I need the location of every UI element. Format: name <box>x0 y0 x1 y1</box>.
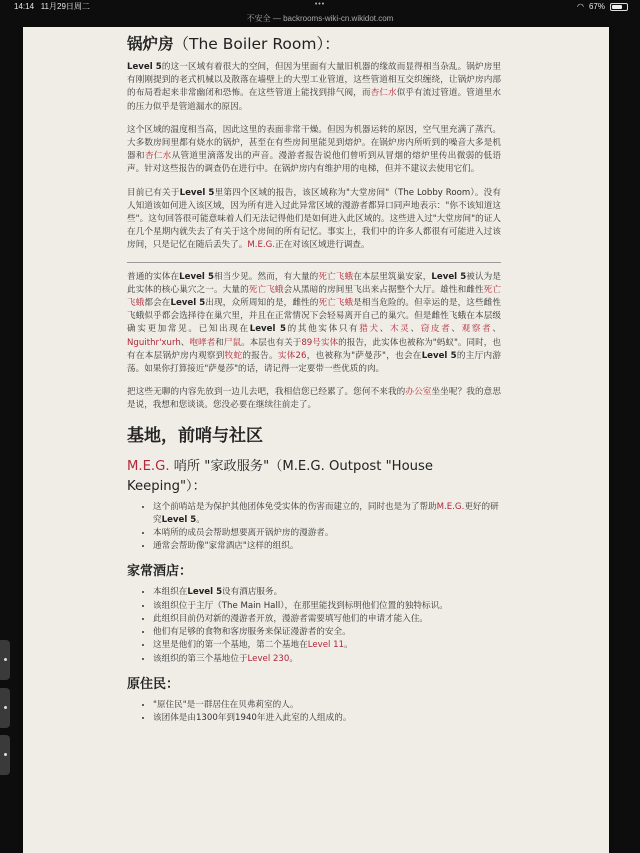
text: 似乎有流过管道。管道里水的压力似乎是管道漏水的原因。 <box>127 88 501 112</box>
lobby-room-paragraph <box>127 187 501 253</box>
meg-link[interactable]: M.E.G. <box>247 240 276 251</box>
entity-89-link[interactable]: 89号实体 <box>301 337 339 348</box>
text: 。 <box>289 653 298 664</box>
level5-bold: Level 5 <box>161 514 197 525</box>
watcher-link[interactable]: 观察者 <box>461 324 493 335</box>
text: 坐坐呢？我的意思是说，我想和您谈谈。您没必要在继续往前走了。 <box>127 387 501 411</box>
text: 把这些无聊的内容先放到一边儿去吧，我相信您已经累了。您何不来我的 <box>127 387 406 398</box>
text: 都会在 <box>144 298 171 309</box>
text: 在本层里筑巢安家， <box>353 271 432 282</box>
meg-heading-link[interactable]: M.E.G. <box>127 458 170 474</box>
list-item <box>153 639 501 652</box>
battery-icon <box>610 3 628 11</box>
text: 的其他实体只有 <box>286 324 360 335</box>
list-item <box>153 586 501 599</box>
nguithrxurh-link[interactable]: Nguithr'xurh <box>127 337 181 348</box>
death-moth-link[interactable]: 死亡飞蛾 <box>127 284 501 309</box>
meg-outpost-title: 哨所 "家政服务"（M.E.G. Outpost "House Keeping"）： <box>127 458 434 494</box>
separator: 、 <box>180 337 190 348</box>
shepherd-snake-link[interactable]: 牧蛇 <box>224 350 243 361</box>
boiler-room-heading-en: （The Boiler Room）： <box>173 35 340 53</box>
text: 本组织在 <box>153 587 188 598</box>
multitask-dots[interactable]: ••• <box>314 1 326 8</box>
hound-link[interactable]: 猎犬 <box>359 324 380 335</box>
almond-water-link[interactable]: 杏仁水 <box>144 151 172 162</box>
text: 的这一区域有着很大的空间，但因为里面有大量旧机器的缘故而显得相当杂乱。锅炉房里有刚刚提到的老式机械以及散落在墙壁上的大型工业管道，这些管道相互交织缠绕，让锅炉房内部的布局看起来非常幽闭和恐怖。在这些管道上能找到排气阀，而 <box>127 62 501 99</box>
text: 是相当危险的。但幸运的是，这些雌性飞蛾似乎都会选择待在巢穴里，并且在正常情况下会轻易离开自己的巢穴。但是雌性飞蛾在本层级确实更加常见。已知出现在 <box>127 298 501 335</box>
side-tab-top[interactable] <box>0 640 10 680</box>
text: 该组织的第三个基地位于 <box>153 653 248 664</box>
text: 这个前哨站是为保护其他团体免受实体的伤害而建立的，同时也是为了帮助 <box>153 501 437 512</box>
list-item: • "原住民"是一群居住在贝弗莉室的人。 <box>153 699 501 712</box>
list-item: • 此组织目前仍对新的漫游者开放，漫游者需要填写他们的申请才能入住。 <box>153 613 501 626</box>
wood-spirit-link[interactable]: 木灵 <box>390 324 411 335</box>
meg-outpost-list <box>127 501 501 554</box>
separator: 、 <box>451 324 462 335</box>
text: 的报告。 <box>242 350 278 361</box>
status-time-date <box>14 0 90 14</box>
entities-paragraph <box>127 271 501 377</box>
text: 。 <box>196 514 205 525</box>
text: 正在对该区域进行调查。 <box>275 240 370 251</box>
office-link[interactable]: 办公室 <box>405 387 432 398</box>
boiler-room-heading <box>127 33 501 55</box>
death-moth-link[interactable]: 死亡飞蛾 <box>318 271 354 282</box>
status-date: 11月29日周二 <box>40 2 90 11</box>
natives-list <box>127 699 501 725</box>
status-indicators <box>577 0 628 14</box>
boiler-room-paragraph-2 <box>127 124 501 177</box>
level5-bold: Level 5 <box>431 271 467 282</box>
list-item <box>153 501 501 527</box>
text: 会从黑暗的房间里飞出来占据整个大厅。雄性和雌性 <box>283 284 484 295</box>
level5-bold: Level 5 <box>127 62 162 72</box>
separator: 、 <box>379 324 390 335</box>
text: 被认为是此实体的核心巢穴之一。大量的 <box>127 271 501 295</box>
death-moth-link[interactable]: 死亡飞蛾 <box>318 298 354 309</box>
level5-bold: Level 5 <box>421 350 457 361</box>
text: 这个区域的温度相当高，因此这里的表面非常干燥。但因为机器运转的原因，空气里充满了蒸汽。大多数房间里都有烧水的锅炉，甚至在有些房间里能见到熔炉。在锅炉房内所听到的噪音大多是机器和 <box>127 124 501 162</box>
death-moth-link[interactable]: 死亡飞蛾 <box>248 284 284 295</box>
text: 的主厅内游荡。如果你打算接近"萨曼莎"的话，请记得一定要带一些优质的肉。 <box>127 350 501 375</box>
text: 这里是他们的第一个基地，第二个基地在 <box>153 640 308 651</box>
list-item: • 该团体是由1300年到1940年进入此室的人组成的。 <box>153 712 501 725</box>
wifi-icon: ◠ <box>577 2 584 11</box>
natives-heading: 原住民： <box>127 676 180 692</box>
level5-bold: Level 5 <box>179 271 214 282</box>
text: 的报告，此实体也被称为"蚂蚁"。同时，也有在本层锅炉房内观察到 <box>127 337 501 361</box>
page-content <box>127 33 501 725</box>
level5-bold: Level 5 <box>187 587 223 598</box>
separator: 和 <box>215 337 224 348</box>
closing-paragraph <box>127 386 501 412</box>
almond-water-link[interactable]: 杏仁水 <box>370 88 397 99</box>
hotel-list <box>127 586 501 665</box>
list-item: • 本哨所的成员会帮助想要离开锅炉房的漫游者。 <box>153 527 501 540</box>
level-230-link[interactable]: Level 230 <box>247 653 290 664</box>
status-bar <box>0 0 640 14</box>
list-item: • 通常会帮助像"家常酒店"这样的组织。 <box>153 540 501 553</box>
level5-bold: Level 5 <box>170 298 206 309</box>
boiler-room-paragraph-1 <box>127 61 501 114</box>
url-bar[interactable]: 不安全 — backrooms-wiki-cn.wikidot.com <box>246 14 394 23</box>
text: 设有酒店服务。 <box>222 587 283 598</box>
text: 相当少见。然而，有大量的 <box>213 271 319 282</box>
battery-percent: 67% <box>588 2 605 11</box>
separator: 、 <box>410 324 421 335</box>
text: 。本层也有关于 <box>241 337 302 348</box>
level5-bold: Level 5 <box>179 187 215 198</box>
meg-outpost-heading <box>127 457 501 497</box>
side-tab-middle[interactable] <box>0 688 10 728</box>
boiler-room-heading-cn: 锅炉房 <box>127 35 174 53</box>
entity-26-link[interactable]: 实体26 <box>277 350 307 361</box>
text: 。 <box>344 640 353 651</box>
list-item: • 该组织位于主厅（The Main Hall），在那里能找到标明他们位置的独特标识。 <box>153 600 501 613</box>
howler-link[interactable]: 咆哮者 <box>189 337 216 348</box>
separator: 、 <box>492 324 501 335</box>
list-item: • 他们有足够的食物和客房服务来保证漫游者的安全。 <box>153 626 501 639</box>
text: ，也被称为"萨曼莎"，也会在 <box>306 350 422 361</box>
meg-link[interactable]: M.E.G. <box>436 501 465 512</box>
text: 里第四个区域的报告，该区域称为"大堂房间"（The Lobby Room）。没有人知道该如何进入该区域，因为所有进入过此异常区域的漫游者都异口同声地表示："你不该知道这些"。这句回答很可能意味着人们无法记得他们是如何进入此区域的。这些进入过"大堂房间"的证人在几个星期内就失去了有关于这个房间的所有记忆。事实上，我们中的许多人都很有可能进入过该房间，只是记忆在随后丢失了。 <box>127 187 501 251</box>
level-11-link[interactable]: Level 11 <box>307 640 345 651</box>
wiki-page <box>23 27 609 853</box>
level5-bold: Level 5 <box>249 324 287 335</box>
text: 从管道里滴落发出的声音。漫游者报告说他们曾听到从冒烟的熔炉里传出微弱的低语声。针对这些报告的调查仍在进行中。在锅炉房内有维护用的电梯，但并不建议去使用它们。 <box>127 151 501 175</box>
skin-stealer-link[interactable]: 窃皮者 <box>420 324 452 335</box>
side-tab-bottom[interactable] <box>0 735 10 775</box>
text: 出现，众所周知的是，雌性的 <box>205 298 319 309</box>
list-item <box>153 653 501 666</box>
text: 普通的实体在 <box>127 271 180 282</box>
corpse-rat-link[interactable]: 尸鼠 <box>223 337 242 348</box>
text: 更好的研究 <box>153 501 499 525</box>
status-time: 14:14 <box>14 2 35 11</box>
text: 目前已有关于 <box>127 187 180 198</box>
hotel-heading: 家常酒店： <box>127 564 193 580</box>
bases-heading: 基地，前哨与社区 <box>127 425 263 446</box>
